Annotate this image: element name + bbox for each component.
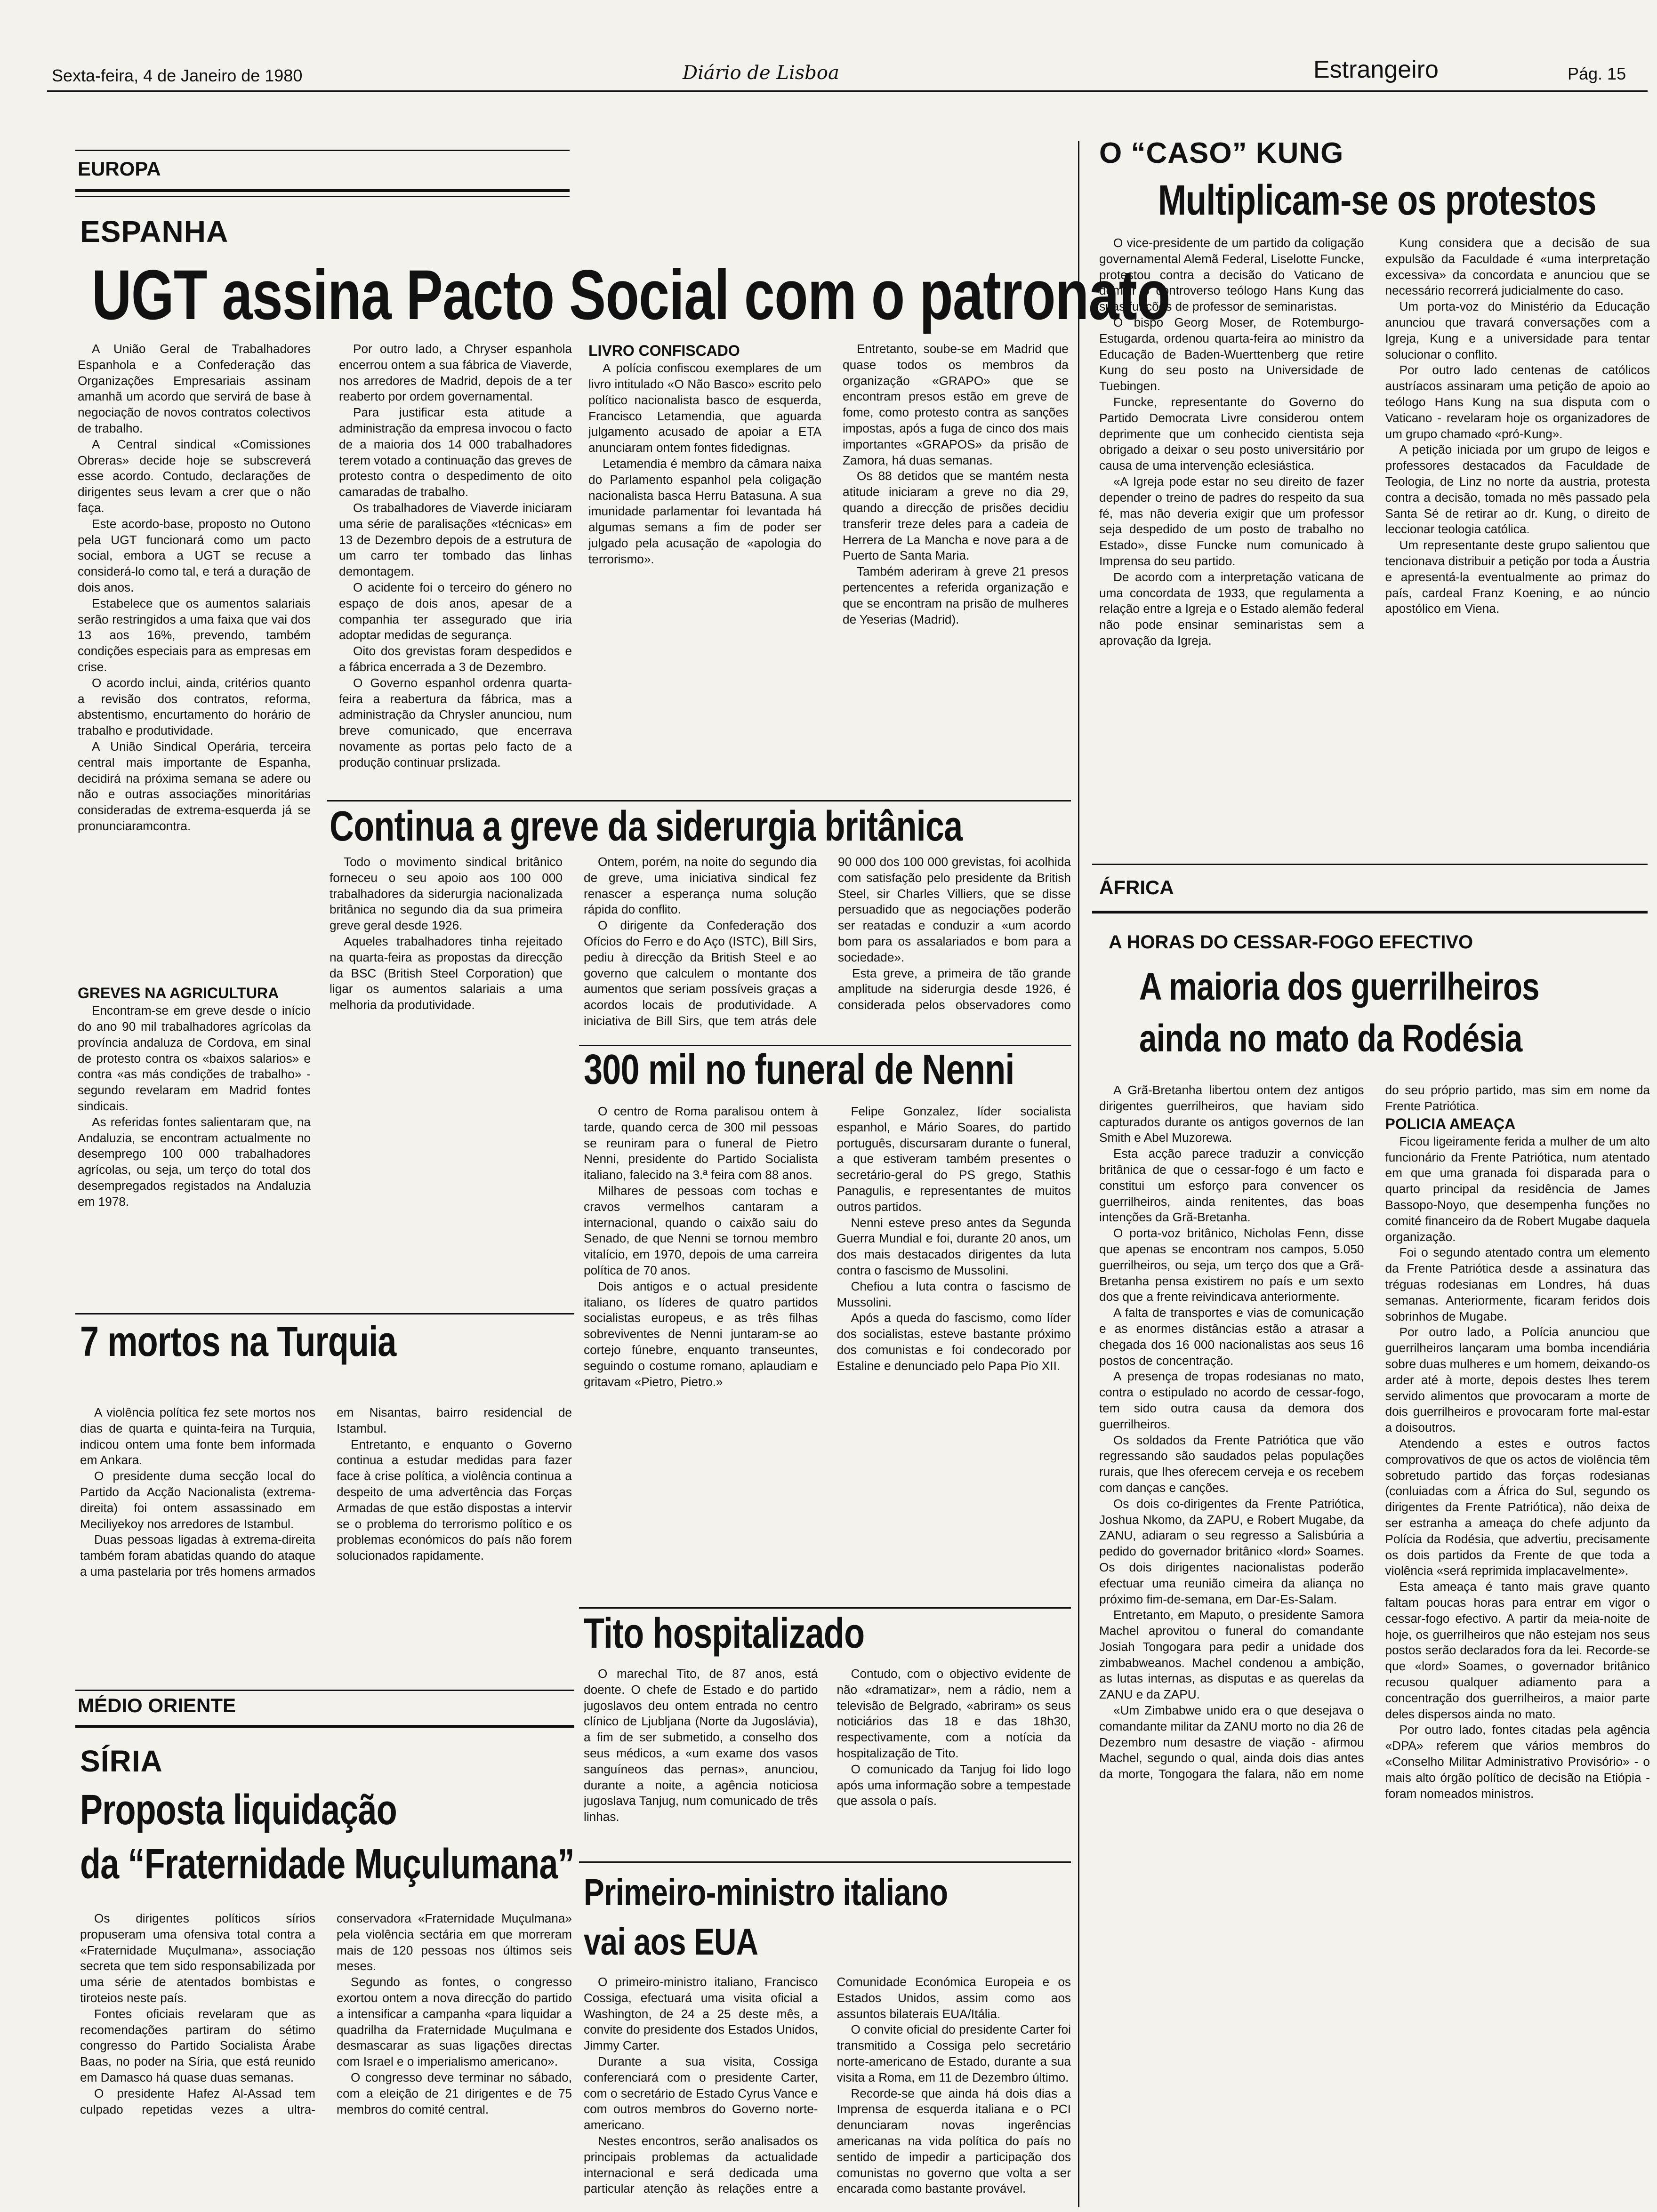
paragraph: Os soldados da Frente Patriótica que vão regressando são saudados pelas populações rurais, que lhes oferecem cerveja e os recebem com danças e canções. <box>1099 1433 1364 1495</box>
paragraph: Recorde-se que ainda há dois dias a Imprensa de esquerda italiana e o PCI denunciaram novas ingerências americanas na vida política do país no sentido de impedir a participação dos comunistas no governo que volta a ser encarada como bastante provável. <box>837 2086 1071 2196</box>
masthead: Diário de Lisboa <box>683 62 839 84</box>
paragraph: Entretanto, soube-se em Madrid que quase todos os membros da organização «GRAPO» que se encontram presos estão em greve de fome, como protesto contra as sanções impostas, após a fuga de cinco dos mais importantes «GRAPOS» da prisão de Zamora, há duas semanas. <box>843 342 1069 467</box>
paragraph: A União Sindical Operária, terceira central mais importante de Espanha, decidirá na próxima semana se adere ou não e outras associações minoritárias consideradas de extrema-esquerda já se pronunciaramcontra. <box>78 739 311 833</box>
paragraph: Aqueles trabalhadores tinha rejeitado na quarta-feira as propostas da direcção da BSC (British Steel Corporation) que ligar os aumentos salariais a uma melhoria da produtividade. <box>330 934 563 1012</box>
paragraph: Os trabalhadores de Viaverde iniciaram uma série de paralisações «técnicas» em 13 de Dezembro depois de a estrutura de um carro ter tombado das linhas demontagem. <box>339 500 572 579</box>
page-number: Pág. 15 <box>1568 64 1626 83</box>
article-greves-agricultura <box>78 984 311 1285</box>
article-kung <box>1099 235 1650 847</box>
paragraph: A petição iniciada por um grupo de leigos e professores destacados da Faculdade de Teologia, de Linz no norte da austria, protesta contra a decisão, tomada no mês passado pela Santa Sé de retirar ao dr. Kung, o direito de leccionar teologia católica. <box>1385 442 1650 537</box>
article-siria <box>80 1911 572 2193</box>
paragraph: O primeiro-ministro italiano, Francisco Cossiga, efectuará uma visita oficial a Washington, de 24 a 25 deste mês, a convite do presidente dos Estados Unidos, Jimmy Carter. <box>584 1975 818 2053</box>
paragraph: Duas pessoas ligadas à extrema-direita também foram abatidas quando do ataque a uma pastelaria por três homens armados em Nisantas, bairro residencial de Istambul. <box>80 1405 572 1579</box>
paragraph: Chefiou a luta contra o fascismo de Mussolini. <box>837 1279 1071 1309</box>
paragraph: O presidente duma secção local do Partido da Acção Nacionalista (extrema-direita) foi ontem assassinado em Meciliyekoy nos arredores de Istambul. <box>80 1469 315 1531</box>
paragraph: Esta greve, a primeira de tão grande amplitude na siderurgia desde 1926, é considerada pelos observadores como <box>838 966 1071 1012</box>
paragraph: Este acordo-base, proposto no Outono pela UGT funcionará como um pacto social, embora a UGT se recuse a considerá-lo como tal, e terá a duração de dois anos. <box>78 516 311 594</box>
paragraph: Ontem, porém, na noite do segundo dia de greve, uma iniciativa sindical fez renascer a esperança numa solução rápida do conflito. <box>584 855 817 917</box>
paragraph: O acidente foi o terceiro do género no espaço de dois anos, apesar de a companhia ter assegurado que iria adoptar medidas de segurança. <box>339 580 572 642</box>
paragraph: A falta de transportes e vias de comunicação e as enormes distâncias estão a atrasar a chegada dos 16 000 nacionalistas aos seus 16 postos de concentração. <box>1099 1306 1364 1368</box>
paragraph: Entretanto, e enquanto o Governo continua a estudar medidas para fazer face à crise política, a violência continua a despeito de uma advertência das Forças Armadas de que estão dispostas a intervir se o problema do terrorismo político e os problemas económicos do país não forem solucionados rapidamente. <box>337 1437 572 1563</box>
section-name: Estrangeiro <box>1313 56 1439 83</box>
paragraph: O congresso deve terminar no sábado, com a eleição de 21 dirigentes e de 75 membros do comité central. <box>337 2070 572 2116</box>
paragraph: Um representante deste grupo salientou que tencionava distribuir a petição por toda a Áustria e apresentá-la eventualmente ao primaz do país, cardeal Franz Koening, e ao núncio apostólico em Viena. <box>1385 538 1650 616</box>
paragraph: Os dirigentes políticos sírios propuseram uma ofensiva total contra a «Fraternidade Muçulmana», associação secreta que tem sido responsabilizada por uma série de atentados bombistas e tiroteios neste país. <box>80 1911 315 2005</box>
paragraph: Por outro lado, a Polícia anunciou que guerrilheiros lançaram uma bomba incendiária sobre duas mulheres e um homem, deixando-os arder até à morte, depois destes lhes terem servido alimentos que provocaram a morte de dois guerrilheiros e provocaram forte mal-estar a doisoutros. <box>1385 1325 1650 1435</box>
paragraph: Por outro lado centenas de católicos austríacos assinaram uma petição de apoio ao teólogo Hans Kung na sua disputa com o Vaticano - revelaram hoje os organizadores de um grupo chamado «pró-Kung». <box>1385 363 1650 441</box>
paragraph: Segundo as fontes, o congresso exortou ontem a nova direcção do partido a intensificar a campanha «para liquidar a quadrilha da Fraternidade Muçulmana e desmascarar as suas ligações directas com Israel e o imperialismo americano». <box>337 1975 572 2069</box>
paragraph: Funcke, representante do Governo do Partido Democrata Livre considerou ontem deprimente que um conhecido cientista seja obrigado a deixar o seu posto universitário por causa de uma intervenção eclesiástica. <box>1099 394 1364 473</box>
paragraph: O bispo Georg Moser, de Rotemburgo-Estugarda, ordenou quarta-feira ao ministro da Educação de Baden-Wuerttenberg que retire Kung do seu posto na Universidade de Tuebingen. <box>1099 315 1364 393</box>
section-label-africa: ÁFRICA <box>1099 876 1174 898</box>
paragraph: O Governo espanhol ordenra quarta-feira a reabertura da fábrica, mas a administração da Chrysler anunciou, num breve comunicado, que encerrava novamente as portas pelo facto de a produção continuar prslizada. <box>339 675 572 769</box>
paragraph: Um porta-voz do Ministério da Educação anunciou que travará conversações com a Igreja, Kung e a universidade para tentar solucionar o conflito. <box>1385 299 1650 361</box>
paragraph: O porta-voz britânico, Nicholas Fenn, disse que apenas se encontram nos campos, 5.050 guerrilheiros, ou seja, um terço dos que a Grã-Bretanha pensa existirem no país e um sexto dos que a frente reivindicava anteriormente. <box>1099 1226 1364 1304</box>
article-rule <box>579 1861 1071 1863</box>
paragraph: Entretanto, em Maputo, o presidente Samora Machel aprovitou o funeral do comandante Josiah Tongogara para pedir a unidade dos zimbabweanos. Machel condenou a ambição, as lutas internas, as disputas e as querelas da ZANU e da ZAPU. <box>1099 1608 1364 1702</box>
kicker-kung: O “CASO” KUNG <box>1099 137 1344 169</box>
paragraph: O dirigente da Confederação dos Ofícios do Ferro e do Aço (ISTC), Bill Sirs, pediu à direcção da British Steel e ao governo que calculem o montante dos aumentos que seriam possíveis graças a acordos locais de produtividade. A iniciativa de Bill Sirs, que tem atrás dele 90 000 dos 100 000 grevistas, foi acolhida com satisfação pelo presidente da British Steel, sir Charles Villiers, que se disse persuadido que as negociações poderão ser reatadas e conduzir a «um acordo bom para os assalariados e bom para a sociedade». <box>584 855 1071 1028</box>
section-label-medio-oriente: MÉDIO ORIENTE <box>78 1694 236 1716</box>
section-rule <box>75 1690 574 1691</box>
headline-kung: Multiplicam-se os protestos <box>1158 177 1596 224</box>
paragraph: Oito dos grevistas foram despedidos e a fábrica encerrada a 3 de Dezembro. <box>339 644 572 674</box>
article-ugt-col4 <box>843 341 1069 793</box>
headline-africa-2: ainda no mato da Rodésia <box>1139 1017 1522 1060</box>
headline-siderurgia: Continua a greve da siderurgia britânica <box>330 803 963 850</box>
section-rule <box>1092 864 1648 865</box>
subhead-livro-confiscado: LIVRO CONFISCADO <box>588 342 740 359</box>
subhead-greves-agricultura: GREVES NA AGRICULTURA <box>78 985 279 1002</box>
article-ugt-col3 <box>588 341 821 793</box>
subhead-policia-ameaca: POLICIA AMEAÇA <box>1385 1115 1516 1132</box>
paragraph: Nestes encontros, serão analisados os principais problemas da actualidade internacional e será dedicada uma particular atenção às relações entre a Comunidade Económica Europeia e os Estados Unidos, assim como aos assuntos bilaterais EUA/Itália. <box>584 1975 1071 2196</box>
paragraph: Todo o movimento sindical britânico forneceu o seu apoio aos 100 000 trabalhadores da siderurgia nacionalizada britânica no segundo dia da sua primeira greve geral desde 1926. <box>330 855 563 933</box>
article-turquia <box>80 1405 572 1687</box>
issue-date: Sexta-feira, 4 de Janeiro de 1980 <box>52 66 303 85</box>
section-rule <box>75 189 570 192</box>
kicker-siria: SÍRIA <box>80 1744 163 1778</box>
article-africa <box>1099 1082 1650 2203</box>
article-siderurgia <box>330 854 1071 1042</box>
section-rule <box>75 196 570 197</box>
paragraph: Estabelece que os aumentos salariais serão restringidos a uma faixa que vai dos 13 aos 16%, prevendo, também condições especiais para as empresas em crise. <box>78 596 311 674</box>
paragraph: A União Geral de Trabalhadores Espanhola e a Confederação das Organizações Empresariais assinam amanhã um acordo que servirá de base à negociação de novos contratos colectivos de trabalho. <box>78 342 311 435</box>
article-ugt-col1 <box>78 341 311 958</box>
paragraph: Milhares de pessoas com tochas e cravos vermelhos cantaram a internacional, quando o caixão saiu do Senado, de que Nenni se tornou membro vitalício, em 1970, depois de uma carreira política de 70 anos. <box>584 1183 818 1277</box>
paragraph: Os 88 detidos que se mantém nesta atitude iniciaram a greve no dia 29, quando a direcção de prisões decidiu transferir treze deles para a cadeia de Herrera de La Mancha e nove para a de Puerto de Santa Maria. <box>843 469 1069 563</box>
headline-italiano-1: Primeiro-ministro italiano <box>584 1871 948 1913</box>
column-divider <box>1078 141 1079 2207</box>
headline-turquia: 7 mortos na Turquia <box>80 1318 396 1365</box>
headline-siria-1: Proposta liquidação <box>80 1787 397 1834</box>
paragraph: Atendendo a estes e outros factos comprovativos de que os actos de violência têm sobretudo partido das forças rodesianas (conluiadas com a África do Sul, segundo os dirigentes da Frente Patriótica), não deixa de ser estranha a ameaça do chefe adjunto da Polícia da Rodésia, que advertiu, precisamente os dois partidos da Frente de que toda a violência «será reprimida implacavelmente». <box>1385 1436 1650 1578</box>
paragraph: A polícia confiscou exemplares de um livro intitulado «O Não Basco» escrito pelo político nacionalista basco de esquerda, Francisco Letamendia, que aguarda julgamento acusado de apoiar a ETA anunciaram ontem fontes fidedignas. <box>588 361 821 455</box>
paragraph: Ficou ligeiramente ferida a mulher de um alto funcionário da Frente Patriótica, num atentado em que uma granada foi disparada para o quarto principal da residência de James Bassopo-Noyo, que desempenha funções no comité financeiro da de Robert Mugabe daquela organização. <box>1385 1134 1650 1244</box>
article-rule <box>327 800 1071 801</box>
headline-italiano-2: vai aos EUA <box>584 1921 758 1963</box>
paragraph: O marechal Tito, de 87 anos, está doente. O chefe de Estado e do partido jugoslavos deu ontem entrada no centro clínico de Ljubljana (Norte da Jugoslávia), a fim de ser submetido, a conselho dos seus médicos, a «um exame dos vasos sanguíneos das pernas», anunciou, durante a noite, a agência noticiosa jugoslava Tanjug, num comunicado de três linhas. <box>584 1667 818 1824</box>
paragraph: Felipe Gonzalez, líder socialista espanhol, e Mário Soares, do partido português, discursaram durante o funeral, a que estiveram também presentes o secretário-geral do PS grego, Stathis Panagulis, e representantes de muitos outros partidos. <box>837 1104 1071 1214</box>
section-rule <box>75 1725 574 1728</box>
paragraph: De acordo com a interpretação vaticana de uma concordata de 1933, que regulamenta a relação entre a Igreja e o Estado alemão federal não pode ensinar seminaristas sem a aprovação da Igreja. <box>1099 569 1364 648</box>
section-label-europa: EUROPA <box>78 158 161 180</box>
paragraph: Encontram-se em greve desde o início do ano 90 mil trabalhadores agrícolas da província andaluza de Cordova, em sinal de protesto contra os «baixos salarios» e contra «as más condições de trabalho» - segundo revelaram em Madrid fontes sindicais. <box>78 1003 311 1114</box>
paragraph: O acordo inclui, ainda, critérios quanto a revisão dos contratos, reforma, abstentismo, encurtamento do horário de trabalho e produtividade. <box>78 675 311 738</box>
headline-nenni: 300 mil no funeral de Nenni <box>584 1046 1014 1093</box>
paragraph: O comunicado da Tanjug foi lido logo após uma informação sobre a tempestade que assola o país. <box>837 1762 1071 1808</box>
headline-siria-2: da “Fraternidade Muçulumana” <box>80 1841 574 1888</box>
paragraph: «A Igreja pode estar no seu direito de fazer depender o treino de padres do respeito da sua fé, mas não deveria exigir que um professor seja despedido de um posto de trabalho no Estado», disse Funcke num comunicado à Imprensa do seu partido. <box>1099 474 1364 568</box>
paragraph: Também aderiram à greve 21 presos pertencentes a referida organização e que se encontram na prisão de mulheres de Yeserias (Madrid). <box>843 564 1069 626</box>
section-rule <box>1092 911 1648 914</box>
paragraph: O convite oficial do presidente Carter foi transmitido a Cossiga pelo secretário norte-americano de Estado, durante a sua visita a Roma, em 11 de Dezembro último. <box>837 2022 1071 2084</box>
paragraph: Dois antigos e o actual presidente italiano, os líderes de quatro partidos socialistas europeus, e as três filhas sobreviventes de Nenni juntaram-se ao cortejo fúnebre, enquanto transeuntes, seguindo o costume romano, aplaudiam e gritavam «Pietro, Pietro.» <box>584 1279 818 1389</box>
paragraph: «Um Zimbabwe unido era o que desejava o comandante militar da ZANU morto no dia 26 de Dezembro num desastre de viação - afirmou Machel, segundo o qual, ainda dois dias antes da morte, Tongogara the falara, não em nome do seu próprio partido, mas sim em nome da Frente Patriótica. <box>1099 1083 1650 1781</box>
paragraph: O centro de Roma paralisou ontem à tarde, quando cerca de 300 mil pessoas se reuniram para o funeral de Pietro Nenni, presidente do Partido Socialista italiano, falecido na 3.ª feira com 88 anos. <box>584 1104 818 1182</box>
paragraph: As referidas fontes salientaram que, na Andaluzia, se encontram actualmente no desemprego 100 000 trabalhadores agrícolas, ou seja, um terço do total dos desempregados registados na Andaluzia em 1978. <box>78 1114 311 1209</box>
article-tito <box>584 1666 1071 1859</box>
paragraph: O vice-presidente de um partido da coligação governamental Alemã Federal, Liselotte Funcke, protestou contra a decisão do Vaticano de demitir o controverso teólogo Hans Kung das suas funções de professor de seminaristas. <box>1099 236 1364 314</box>
article-nenni <box>584 1104 1071 1584</box>
paragraph: Kung considera que a decisão de sua expulsão da Faculdade é «uma interpretação excessiva» da concordata e anunciou que se necessário recorrerá judicialmente do caso. <box>1385 236 1650 298</box>
paragraph: Contudo, com o objectivo evidente de não «dramatizar», nem a rádio, nem a televisão de Belgrado, «abriram» os seus noticiários das 18 e das 18h30, respectivamente, com a notícia da hospitalização de Tito. <box>837 1667 1071 1760</box>
paragraph: Durante a sua visita, Cossiga conferenciará com o presidente Carter, com o secretário de Estado Cyrus Vance e com outros membros do Governo norte-americano. <box>584 2054 818 2132</box>
paragraph: A presença de tropas rodesianas no mato, contra o estipulado no acordo de cessar-fogo, tem sido outra causa da demora dos guerrilheiros. <box>1099 1369 1364 1431</box>
paragraph: A Grã-Bretanha libertou ontem dez antigos dirigentes guerrilheiros, que haviam sido capturados durante os antigos governos de Ian Smith e Abel Muzorewa. <box>1099 1083 1364 1145</box>
paragraph: A violência política fez sete mortos nos dias de quarta e quinta-feira na Turquia, indicou ontem uma fonte bem informada em Ankara. <box>80 1405 315 1467</box>
paragraph: Por outro lado, a Chryser espanhola encerrou ontem a sua fábrica de Viaverde, nos arredores de Madrid, depois de a ter reaberto por ordem governamental. <box>339 342 572 404</box>
paragraph: Foi o segundo atentado contra um elemento da Frente Patriótica desde a assinatura das tréguas rodesianas em Londres, há duas semanas. Anteriormente, ficaram feridos dois sobrinhos de Mugabe. <box>1385 1245 1650 1323</box>
headline-ugt: UGT assina Pacto Social com o patronato <box>92 255 1170 334</box>
kicker-espanha: ESPANHA <box>80 215 229 248</box>
paragraph: Letamendia é membro da câmara naixa do Parlamento espanhol pela coligação nacionalista basca Herru Batasuna. A sua imunidade parlamentar foi levantada há algumas semans a fim de poder ser julgado pela acusação de «apologia do terrorismo». <box>588 457 821 566</box>
paragraph: Os dois co-dirigentes da Frente Patriótica, Joshua Nkomo, da ZAPU, e Robert Mugabe, da ZANU, adiaram o seu regresso a Salisbúria a pedido do governador britânico «lord» Soames. Os dois dirigentes nacionalistas poderão efectuar uma reunião cimeira da aliança no próximo fim-de-semana, em Dar-Es-Salam. <box>1099 1496 1364 1606</box>
paragraph: Esta acção parece traduzir a convicção britânica de que o cessar-fogo é um facto e constitui um esforço para convencer os guerrilheiros, ainda renitentes, das boas intenções da Grã-Bretanha. <box>1099 1146 1364 1225</box>
headline-africa-1: A maioria dos guerrilheiros <box>1139 965 1539 1008</box>
kicker-africa: A HORAS DO CESSAR-FOGO EFECTIVO <box>1109 932 1473 953</box>
header-rule <box>47 90 1648 92</box>
section-rule <box>75 150 570 151</box>
paragraph: A Central sindical «Comissiones Obreras» decide hoje se subscreverá esse acordo. Contudo, declarações de dirigentes seus levam a crer que o não faça. <box>78 437 311 515</box>
article-rule <box>579 1607 1071 1609</box>
paragraph: Nenni esteve preso antes da Segunda Guerra Mundial e foi, durante 20 anos, um dos mais destacados dirigentes da luta contra o fascismo de Mussolini. <box>837 1215 1071 1277</box>
article-ugt-col2 <box>339 341 572 793</box>
paragraph: Esta ameaça é tanto mais grave quanto faltam poucas horas para entrar em vigor o cessar-fogo efectivo. A partir da meia-noite de hoje, os guerrilheiros que não estejam nos seus postos serão declarados fora da lei. Recorde-se que «lord» Soames, o governador britânico recusou qualquer adiamento para a concentração dos guerrilheiros, a maior parte deles dispersos ainda no mato. <box>1385 1579 1650 1721</box>
paragraph: Fontes oficiais revelaram que as recomendações partiram do sétimo congresso do Partido Socialista Árabe Baas, no poder na Síria, que está reunido em Damasco há quase duas semanas. <box>80 2006 315 2084</box>
paragraph: Após a queda do fascismo, como líder dos socialistas, esteve bastante próximo dos comunistas e foi condecorado por Estaline e denunciado pelo Papa Pio XII. <box>837 1311 1071 1373</box>
article-italiano <box>584 1974 1071 2205</box>
headline-tito: Tito hospitalizado <box>584 1610 865 1657</box>
paragraph: Por outro lado, fontes citadas pela agência «DPA» referem que vários membros do «Conselho Militar Administrativo Provisório» - o mais alto órgão político de decisão na Etiópia - foram nomeados ministros. <box>1385 1723 1650 1801</box>
paragraph: O presidente Hafez Al-Assad tem culpado repetidas vezes a ultra-conservadora «Fraternidade Muçulmana» pela violência sectária em que morreram mais de 120 pessoas nos últimos seis meses. <box>80 1911 572 2116</box>
article-rule <box>75 1313 574 1314</box>
paragraph: Para justificar esta atitude a administração da empresa invocou o facto de a maioria dos 14 000 trabalhadores terem votado a continuação das greves de protesto contra o despedimento de oito camaradas de trabalho. <box>339 405 572 499</box>
